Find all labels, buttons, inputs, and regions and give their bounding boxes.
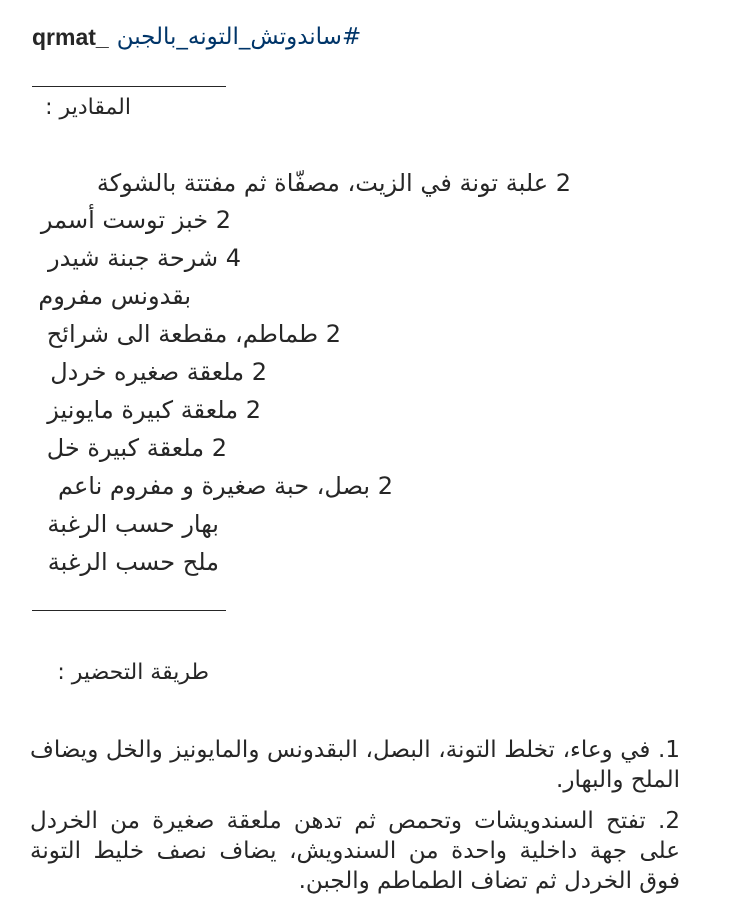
username-link[interactable]: qrmat_: [32, 23, 109, 50]
ingredient-item: ملح حسب الرغبة: [47, 548, 219, 576]
method-title: طريقة التحضير :: [57, 660, 209, 685]
divider-line: [32, 86, 226, 87]
ingredient-item: بهار حسب الرغبة: [47, 510, 219, 538]
divider-line: [32, 610, 226, 611]
ingredients-title: المقادير :: [45, 95, 131, 120]
ingredient-item: 2 بصل، حبة صغيرة و مفروم ناعم: [58, 472, 393, 500]
ingredient-item: 2 علبة تونة في الزيت، مصفّاة ثم مفتتة بالشوكة: [96, 169, 571, 197]
ingredient-item: 2 خبز توست أسمر: [40, 206, 231, 234]
ingredient-item: 2 ملعقة صغيره خردل: [50, 358, 267, 386]
caption-header: [32, 20, 361, 54]
ingredient-item: 2 ملعقة كبيرة مايونيز: [47, 396, 261, 424]
method-step: 1. في وعاء، تخلط التونة، البصل، البقدونس والمايونيز والخل ويضاف الملح والبهار.: [30, 737, 680, 793]
ingredient-item: 2 طماطم، مقطعة الى شرائح: [46, 320, 341, 348]
ingredient-item: بقدونس مفروم: [38, 282, 191, 310]
hashtag-link[interactable]: #ساندوتش_التونه_بالجبن: [116, 24, 362, 50]
ingredient-item: 4 شرحة جبنة شيدر: [48, 244, 241, 272]
ingredient-item: 2 ملعقة كبيرة خل: [46, 434, 227, 462]
method-step: 2. تفتح السندويشات وتحمص ثم تدهن ملعقة صغيرة من الخردل على جهة داخلية واحدة من السندويش، يضاف نصف خليط التونة فوق الخردل ثم تضاف الطماطم والجبن.: [30, 808, 680, 894]
